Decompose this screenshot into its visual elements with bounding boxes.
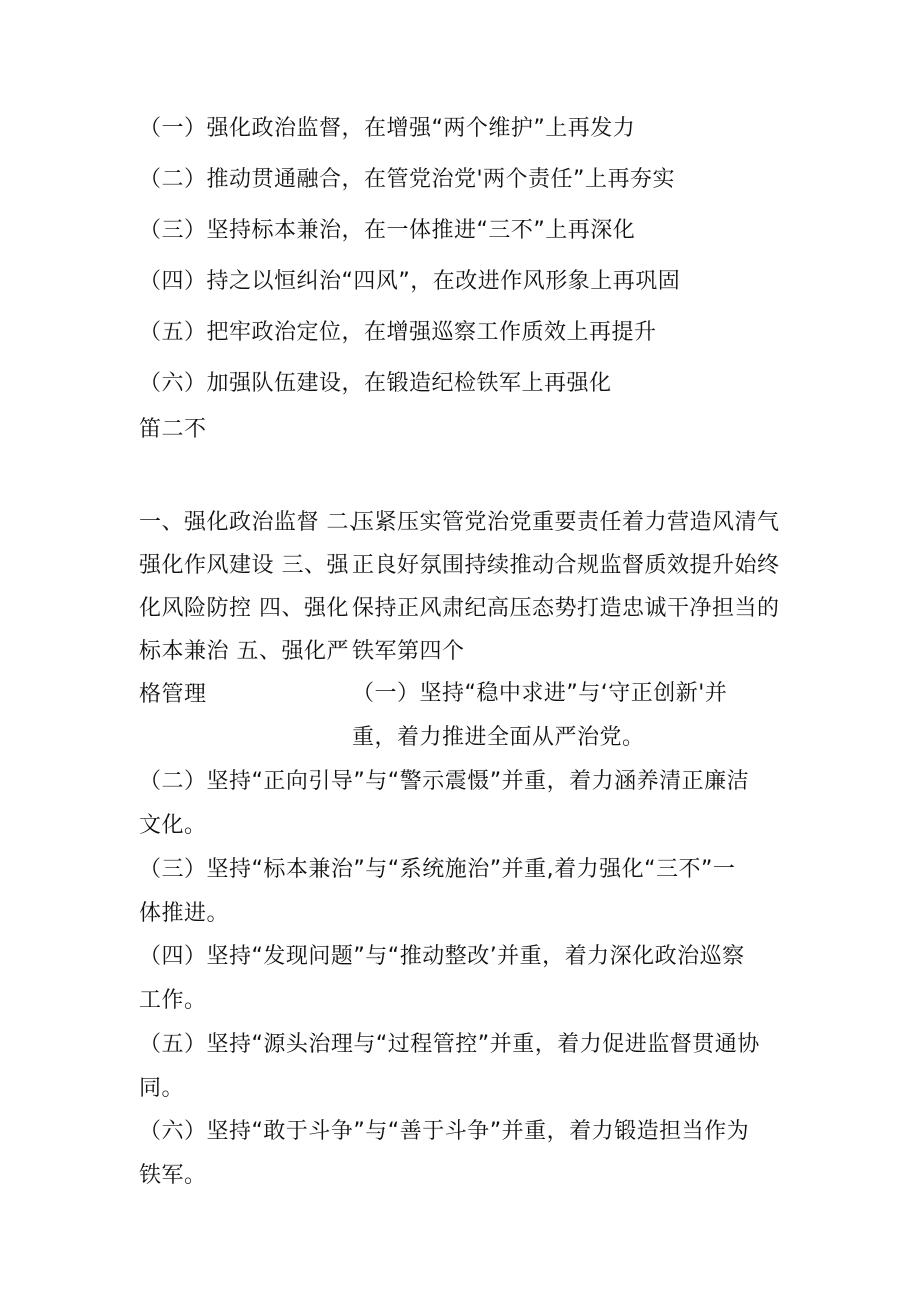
list-item: （三）坚持“标本兼治”与“系统施治”并重,着力强化“三不”一 xyxy=(139,857,736,882)
left-column-line: 格管理 xyxy=(139,682,207,707)
list-item-continuation: 同。 xyxy=(139,1076,185,1101)
list-item: （一）强化政治监督，在增强“两个维护”上再发力 xyxy=(139,116,636,141)
list-item-continuation: 工作。 xyxy=(139,988,207,1013)
list-item: （四）坚持“发现问题”与“推动整改’并重，着力深化政治巡察 xyxy=(139,944,745,969)
list-item-continuation: 铁军。 xyxy=(139,1163,207,1188)
left-column-line: 强化作风建设 三、强 xyxy=(139,553,349,578)
list-item: （四）持之以恒纠治“四风”，在改进作风形象上再巩固 xyxy=(139,269,681,294)
list-item: （五）把牢政治定位，在增强巡察工作质效上再提升 xyxy=(139,320,657,345)
right-column xyxy=(352,508,780,680)
list-item: （六）坚持“敢于斗争”与“善于斗争”并重，着力锻造担当作为 xyxy=(139,1119,750,1144)
right-column-line: 正良好氛围持续推动合规监督质效提升始终 xyxy=(352,553,780,578)
list-item-continuation: 重，着力推进全面从严治党。 xyxy=(352,725,645,750)
left-column-line: 一、强化政治监督 二、 xyxy=(139,510,372,535)
right-column-line: 压紧压实管党治党重要责任着力营造风清气 xyxy=(352,510,780,535)
list-item: （一）坚持“稳中求进”与‘守正创新'并 xyxy=(352,681,728,706)
right-column-line: 保持正风肃纪高压态势打造忠诚干净担当的 xyxy=(352,596,780,621)
left-column-line: 标本兼治 五、强化严 xyxy=(139,639,349,664)
list-item: （三）坚持标本兼治，在一体推进“三不”上再深化 xyxy=(139,218,636,243)
left-column-line: 化风险防控 四、强化 xyxy=(139,596,349,621)
right-column-line: 铁军第四个 xyxy=(352,639,465,664)
list-item: （六）加强队伍建设，在锻造纪检铁军上再强化 xyxy=(139,371,612,396)
list-item: （二）坚持“正向引导”与“警示震慑”并重，着力涵养清正廉洁 xyxy=(139,769,750,794)
left-column xyxy=(139,508,372,723)
list-item-continuation: 体推进。 xyxy=(139,901,230,926)
section-footer-text: 笛二不 xyxy=(139,417,207,442)
list-item: （二）推动贯通融合，在管党治党'两个责任”上再夯实 xyxy=(139,167,675,192)
list-item-continuation: 文化。 xyxy=(139,813,207,838)
list-item: （五）坚持“源头治理与“过程管控”并重，着力促进监督贯通协 xyxy=(139,1032,760,1057)
